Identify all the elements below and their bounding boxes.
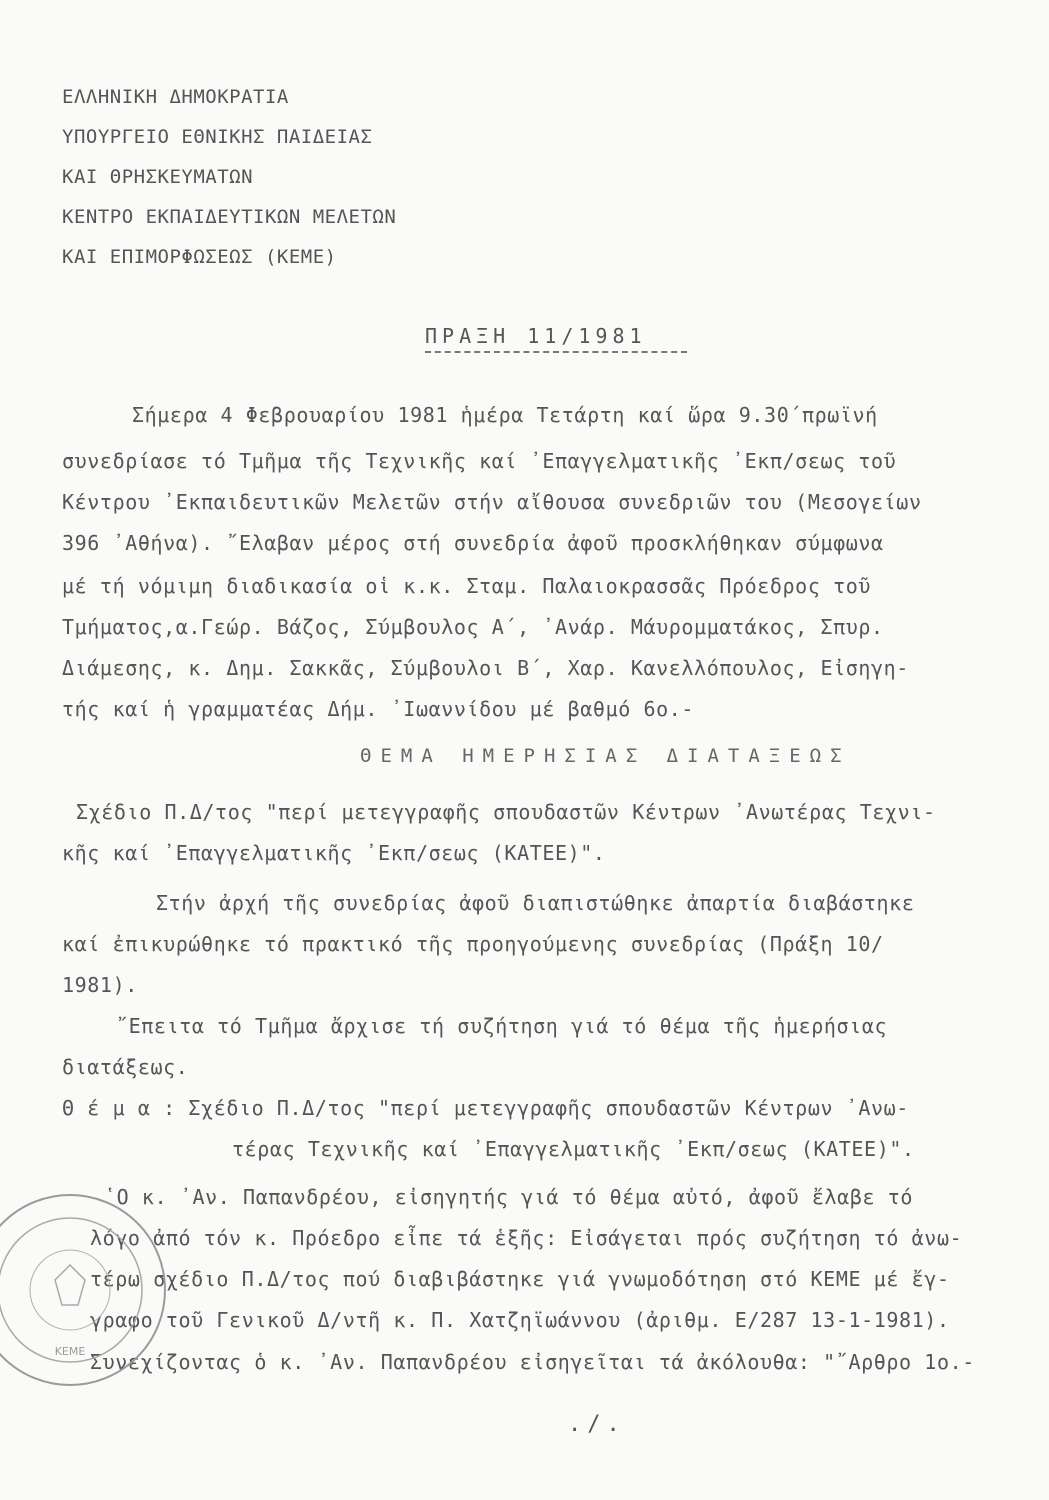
body-line-7: Διάμεσης, κ. Δημ. Σακκᾶς, Σύμβουλοι Β΄, Χαρ. Κανελλόπουλος, Εἰσηγη- (62, 656, 909, 680)
body2-line-12: τέρω σχέδιο Π.Δ/τος πού διαβιβάστηκε γιά γνωμοδότηση στό ΚΕΜΕ μέ ἔγ- (90, 1267, 950, 1291)
body2-line-4: καί ἐπικυρώθηκε τό πρακτικό τῆς προηγούμενης συνεδρίας (Πράξη 10/ (62, 932, 884, 956)
body2-line-13: γραφο τοῦ Γενικοῦ Δ/ντῆ κ. Π. Χατζηϊωάννου (ἀριθμ. Ε/287 13-1-1981). (90, 1308, 950, 1332)
body2-line-11: λόγο ἀπό τόν κ. Πρόεδρο εἶπε τά ἑξῆς: Εἰσάγεται πρός συζήτηση τό ἀνω- (90, 1226, 963, 1250)
body-line-2: συνεδρίασε τό Τμῆμα τῆς Τεχνικῆς καί ᾿Επαγγελματικῆς ᾿Εκπ/σεως τοῦ (62, 449, 897, 473)
body-line-1: Σήμερα 4 Φεβρουαρίου 1981 ἡμέρα Τετάρτη καί ὥρα 9.30΄πρωϊνή (132, 403, 878, 427)
body2-line-8: Θ έ μ α : Σχέδιο Π.Δ/τος "περί μετεγγραφῆς σπουδαστῶν Κέντρων ᾿Ανω- (62, 1096, 909, 1120)
body-line-3: Κέντρου ᾿Εκπαιδευτικῶν Μελετῶν στήν αἴθουσα συνεδριῶν του (Μεσογείων (62, 490, 922, 514)
seal-text: ΚΕΜΕ (54, 1345, 86, 1358)
body2-line-9: τέρας Τεχνικῆς καί ᾿Επαγγελματικῆς ᾿Εκπ/σεως (ΚΑΤΕΕ)". (232, 1137, 915, 1161)
body2-line-14: Συνεχίζοντας ὁ κ. ᾿Αν. Παπανδρέου εἰσηγεῖται τά ἀκόλουθα: "῎Αρθρο 1ο.- (90, 1350, 975, 1374)
body2-line-10: ῾Ο κ. ᾿Αν. Παπανδρέου, εἰσηγητής γιά τό θέμα αὐτό, ἀφοῦ ἔλαβε τό (104, 1185, 914, 1209)
body-line-5: μέ τή νόμιμη διαδικασία οἱ κ.κ. Σταμ. Παλαιοκρασσᾶς Πρόεδρος τοῦ (62, 574, 872, 598)
header-line-5: ΚΑΙ ΕΠΙΜΟΡΦΩΣΕΩΣ (ΚΕΜΕ) (62, 246, 337, 268)
body-line-4: 396 ᾿Αθήνα). ῎Ελαβαν μέρος στή συνεδρία ἀφοῦ προσκλήθηκαν σύμφωνα (62, 531, 884, 555)
body2-line-6: ῎Επειτα τό Τμῆμα ἄρχισε τή συζήτηση γιά τό θέμα τῆς ἡμερήσιας (116, 1014, 888, 1038)
body2-line-1: Σχέδιο Π.Δ/τος "περί μετεγγραφῆς σπουδαστῶν Κέντρων ᾿Ανωτέρας Τεχνι- (76, 800, 936, 824)
header-line-3: ΚΑΙ ΘΡΗΣΚΕΥΜΑΤΩΝ (62, 166, 254, 188)
body2-line-7: διατάξεως. (62, 1055, 189, 1079)
body-line-8: τής καί ἡ γραμματέας Δήμ. ᾿Ιωαννίδου μέ βαθμό 6ο.- (62, 697, 695, 721)
agenda-heading: ΘΕΜΑ ΗΜΕΡΗΣΙΑΣ ΔΙΑΤΑΞΕΩΣ (360, 745, 851, 767)
official-seal (0, 1180, 180, 1400)
document-title: ΠΡΑΞΗ 11/1981 (425, 324, 647, 348)
page-continuation-mark: ./. (568, 1412, 626, 1437)
body-line-6: Τμήματος,α.Γεώρ. Βάζος, Σύμβουλος Α΄, ᾿Ανάρ. Μάυρομματάκος, Σπυρ. (62, 615, 884, 639)
header-line-2: ΥΠΟΥΡΓΕΙΟ ΕΘΝΙΚΗΣ ΠΑΙΔΕΙΑΣ (62, 126, 373, 148)
body2-line-2: κῆς καί ᾿Επαγγελματικῆς ᾿Εκπ/σεως (ΚΑΤΕΕ)". (62, 841, 606, 865)
header-line-1: ΕΛΛΗΝΙΚΗ ΔΗΜΟΚΡΑΤΙΑ (62, 86, 289, 108)
body2-line-3: Στήν ἀρχή τῆς συνεδρίας ἀφοῦ διαπιστώθηκε ἀπαρτία διαβάστηκε (156, 891, 915, 915)
title-underline (425, 351, 687, 353)
header-line-4: ΚΕΝΤΡΟ ΕΚΠΑΙΔΕΥΤΙΚΩΝ ΜΕΛΕΤΩΝ (62, 206, 397, 228)
body2-line-5: 1981). (62, 973, 138, 997)
